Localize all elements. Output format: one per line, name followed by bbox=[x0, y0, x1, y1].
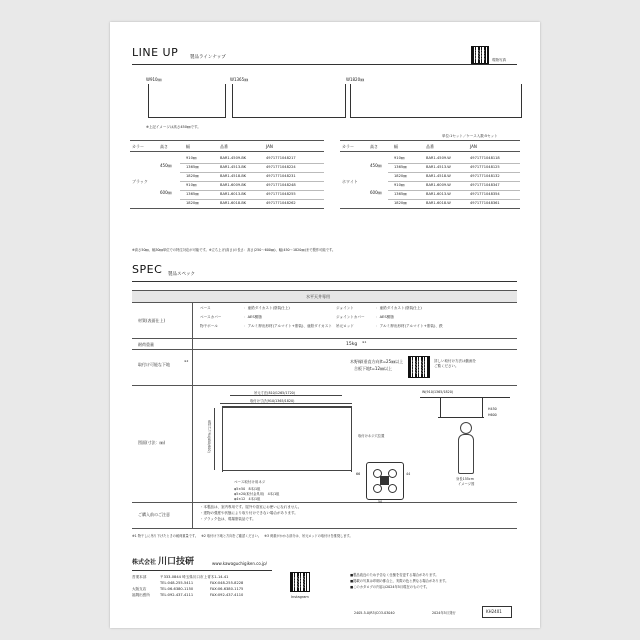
table-cell: BAR1-6013-BK bbox=[220, 192, 247, 196]
material-item: ：亜鉛ダイカスト(塗装仕上) bbox=[244, 306, 290, 310]
lineup-header-cell: カラー bbox=[342, 144, 354, 149]
issue-date: 2024年5月発行 bbox=[432, 611, 456, 615]
detail-dim-3: 44 bbox=[406, 472, 411, 476]
detail-title: 取付けネジ穴位置 bbox=[358, 434, 385, 438]
material-item: ジョイント bbox=[336, 306, 354, 310]
lineup-subtitle: 製品ラインナップ bbox=[190, 55, 226, 60]
mount-note: ※2 bbox=[184, 359, 189, 363]
material-item: ベースカバー bbox=[200, 315, 222, 319]
catalog-page bbox=[110, 22, 540, 628]
diagram-label: 図面(寸法：㎜) bbox=[138, 440, 166, 445]
table-cell: BAR1-6013-W bbox=[426, 192, 451, 196]
mount-video-qr-code[interactable] bbox=[408, 356, 430, 378]
company-name: 株式会社 bbox=[132, 559, 157, 566]
office-text: TEL:06-6380-1150 bbox=[160, 587, 194, 591]
right-note-c: ■このカタログの内容は2024年5月現在のものです。 bbox=[350, 585, 430, 589]
lineup-header-cell: JAN bbox=[266, 144, 273, 149]
table-cell: 4971771048132 bbox=[470, 174, 500, 178]
right-note-a: ■製品改良のため予告なく仕様を変更する場合があります。 bbox=[350, 573, 439, 577]
mount-line-2: 合板下地t=12㎜以上 bbox=[354, 366, 393, 371]
lineup-header-cell: 幅 bbox=[186, 144, 190, 149]
diagram-left: 取付け寸法(450/600) bbox=[207, 420, 211, 453]
table-cell: BAR1-6018-W bbox=[426, 201, 451, 205]
lineup-height-label: 600㎜ bbox=[370, 190, 382, 195]
spec-header: 水平天井専用 bbox=[306, 294, 330, 299]
right-note-b: ■掲載の写真は印刷の都合上、実際の色と異なる場合があります。 bbox=[350, 579, 449, 583]
diagram-top2: 取付け寸法(910/1365/1820) bbox=[250, 399, 295, 403]
weight-note: ※1 bbox=[362, 340, 367, 344]
material-item: ベース bbox=[200, 306, 211, 310]
note-2: ・建物の強度や状態により取り付けできない場合があります。 bbox=[200, 511, 298, 515]
table-cell: 4971771048224 bbox=[266, 165, 296, 169]
table-cell: BAR1-4518-W bbox=[426, 174, 451, 178]
mount-qr-text: 詳しい取付け方法は動画をご覧ください。 bbox=[434, 359, 476, 368]
table-cell: BAR1-4509-BK bbox=[220, 156, 247, 160]
company-brand: 川口技研 bbox=[158, 557, 195, 567]
unit-note: 単位:1セット／ケース入数:5セット bbox=[442, 134, 498, 138]
lineup-table-header bbox=[130, 140, 324, 152]
lineup-color-label: ホワイト bbox=[342, 179, 358, 184]
table-cell: 4971771048217 bbox=[266, 156, 296, 160]
person-illustration bbox=[450, 422, 480, 472]
lineup-title: LINE UP bbox=[132, 46, 179, 59]
material-item: ジョイントカバー bbox=[336, 315, 365, 319]
lineup-header-cell: 品番 bbox=[220, 144, 228, 149]
table-cell: 1820㎜ bbox=[394, 174, 407, 178]
spec-subtitle: 製品スペック bbox=[168, 272, 195, 277]
table-cell: 910㎜ bbox=[394, 183, 405, 187]
spec-title: SPEC bbox=[132, 263, 163, 276]
mount-label: 取付け可能な下地 bbox=[138, 362, 170, 367]
lineup-qr-code[interactable] bbox=[471, 46, 489, 64]
table-cell: 4971771048118 bbox=[470, 156, 500, 160]
lineup-header-cell: JAN bbox=[470, 144, 477, 149]
instagram-qr-code[interactable] bbox=[290, 572, 310, 592]
weight-value: 15kg bbox=[346, 342, 358, 347]
note-1: ・本製品は、室内専用です。屋外や浴室にお使いになれません。 bbox=[200, 505, 302, 509]
company-url[interactable]: www.kawaguchigiken.co.jp/ bbox=[212, 561, 267, 566]
lineup-header-cell: 幅 bbox=[394, 144, 398, 149]
table-cell: BAR1-6018-BK bbox=[220, 201, 247, 205]
code-box: KH2401 bbox=[482, 606, 512, 618]
table-cell: 4971771048262 bbox=[266, 201, 296, 205]
lineup-header-cell: 高さ bbox=[370, 144, 378, 149]
lineup-header-cell: カラー bbox=[132, 144, 144, 149]
table-cell: BAR1-4513-W bbox=[426, 165, 451, 169]
table-cell: BAR1-6009-BK bbox=[220, 183, 247, 187]
right-note: 身長155cm bbox=[456, 477, 474, 481]
office-text: FAX:092-437-4110 bbox=[210, 593, 244, 597]
right-h1: H450 bbox=[488, 407, 497, 411]
image-note: ※上記イメージは高さ450㎜です。 bbox=[146, 125, 201, 129]
office-text: 〒333-0844 埼玉県川口市上青木1-14-41 bbox=[160, 575, 229, 579]
table-cell: 1365㎜ bbox=[186, 192, 199, 196]
table-cell: BAR1-4509-W bbox=[426, 156, 451, 160]
instagram-caption: Instagram bbox=[291, 595, 309, 599]
weight-label: 耐荷重量 bbox=[138, 342, 154, 347]
detail-dim-1: 66 bbox=[356, 472, 361, 476]
front-elevation-drawing bbox=[222, 406, 352, 472]
office-text: TEL:048-255-5411 bbox=[160, 581, 194, 585]
table-cell: 4971771048255 bbox=[266, 192, 296, 196]
office-text: FAX:048-255-8228 bbox=[210, 581, 244, 585]
table-cell: 4971771048231 bbox=[266, 174, 296, 178]
material-item: ：AES樹脂 bbox=[376, 315, 394, 319]
mount-line-1: 木野縁(垂直方向)t=25㎜以上 bbox=[350, 359, 404, 364]
table-cell: 4971771048354 bbox=[470, 192, 500, 196]
right-dim: W(910/1365/1820) bbox=[422, 390, 454, 394]
width-label-1820: W1820㎜ bbox=[346, 77, 365, 82]
lineup-height-label: 600㎜ bbox=[160, 190, 172, 195]
material-item: 物干ポール bbox=[200, 324, 218, 328]
diagram-top1: 吊元寸法(810/1265/1720) bbox=[254, 391, 296, 395]
table-cell: 1820㎜ bbox=[394, 201, 407, 205]
bar-1820-illustration bbox=[350, 84, 522, 118]
right-h2: H600 bbox=[488, 413, 497, 417]
material-item: ：AES樹脂 bbox=[244, 315, 262, 319]
table-cell: 1820㎜ bbox=[186, 201, 199, 205]
spec-footnotes: ※1 物干しに吊り下げたときの耐荷重量です。 ※2 取付け下地と方向をご確認ください。 ※3 荷重がかかる部分は、吊元ロッドの取付けを推奨します。 bbox=[132, 534, 353, 538]
table-cell: 4971771048361 bbox=[470, 201, 500, 205]
width-label-1365: W1365㎜ bbox=[230, 77, 249, 82]
lineup-color-label: ブラック bbox=[132, 179, 148, 184]
lineup-table-header bbox=[340, 140, 520, 152]
table-cell: BAR1-4513-BK bbox=[220, 165, 247, 169]
notes-label: ご購入前のご注意 bbox=[138, 512, 170, 517]
table-cell: 4971771048248 bbox=[266, 183, 296, 187]
office-text: FAX:06-6380-1175 bbox=[210, 587, 244, 591]
table-cell: 910㎜ bbox=[186, 156, 197, 160]
table-cell: 1365㎜ bbox=[394, 165, 407, 169]
lineup-header-cell: 高さ bbox=[160, 144, 168, 149]
lineup-qr-caption: 現物写真 bbox=[492, 58, 506, 62]
spec-rule bbox=[132, 281, 517, 282]
table-cell: BAR1-6009-W bbox=[426, 183, 451, 187]
bar-1365-illustration bbox=[232, 84, 346, 118]
material-item: ：亜鉛ダイカスト(塗装仕上) bbox=[376, 306, 422, 310]
material-item: ：アルミ押出形材(アルマイト+塗装)、亜鉛ダイカスト bbox=[244, 324, 332, 328]
office-text: TEL:092-437-4111 bbox=[160, 593, 194, 597]
lineup-height-label: 450㎜ bbox=[160, 163, 172, 168]
right-note-2: イメージ図 bbox=[458, 482, 475, 486]
detail-dim-2: 50 bbox=[378, 500, 383, 504]
base-detail-drawing bbox=[366, 462, 404, 500]
table-cell: 1820㎜ bbox=[186, 174, 199, 178]
office-text: 福岡出張所 bbox=[132, 593, 150, 597]
table-cell: 4971771048347 bbox=[470, 183, 500, 187]
table-cell: 1365㎜ bbox=[186, 165, 199, 169]
code-line: 2405-5-0(R3)CO3-03040 bbox=[354, 611, 395, 615]
width-label-910: W910㎜ bbox=[146, 77, 162, 82]
material-item: ：アルミ押出形材(アルマイト+塗装)、鉄 bbox=[376, 324, 443, 328]
screw-3: φ4×12 4本/1組 bbox=[234, 497, 261, 501]
bar-910-illustration bbox=[148, 84, 226, 118]
office-text: 営業本部 bbox=[132, 575, 147, 579]
material-item: 吊元ロッド bbox=[336, 324, 354, 328]
lineup-height-label: 450㎜ bbox=[370, 163, 382, 168]
screw-1: φ5×50 8本/1組 bbox=[234, 487, 261, 491]
table-cell: 1365㎜ bbox=[394, 192, 407, 196]
lineup-rule bbox=[132, 64, 517, 65]
table-cell: 910㎜ bbox=[186, 183, 197, 187]
note-3: ・ブラック色は、現場塗装品です。 bbox=[200, 517, 256, 521]
lineup-footnote: ※高さ50㎜、幅50㎜単位での特注対応が可能です。※立ち上げ(高さ)の長さ：高さ(250～600㎜)、幅(450～1820㎜)まで製作可能です。 bbox=[132, 248, 336, 252]
screw-title: ベース取付け用ネジ bbox=[234, 480, 266, 484]
table-cell: 4971771048125 bbox=[470, 165, 500, 169]
table-cell: 910㎜ bbox=[394, 156, 405, 160]
screw-2: φ5×20(取付金具用) 4本/1組 bbox=[234, 492, 280, 496]
table-cell: BAR1-4518-BK bbox=[220, 174, 247, 178]
lineup-header-cell: 品番 bbox=[426, 144, 434, 149]
material-label: 材質(表面仕上) bbox=[138, 318, 166, 323]
office-text: 大阪支店 bbox=[132, 587, 147, 591]
